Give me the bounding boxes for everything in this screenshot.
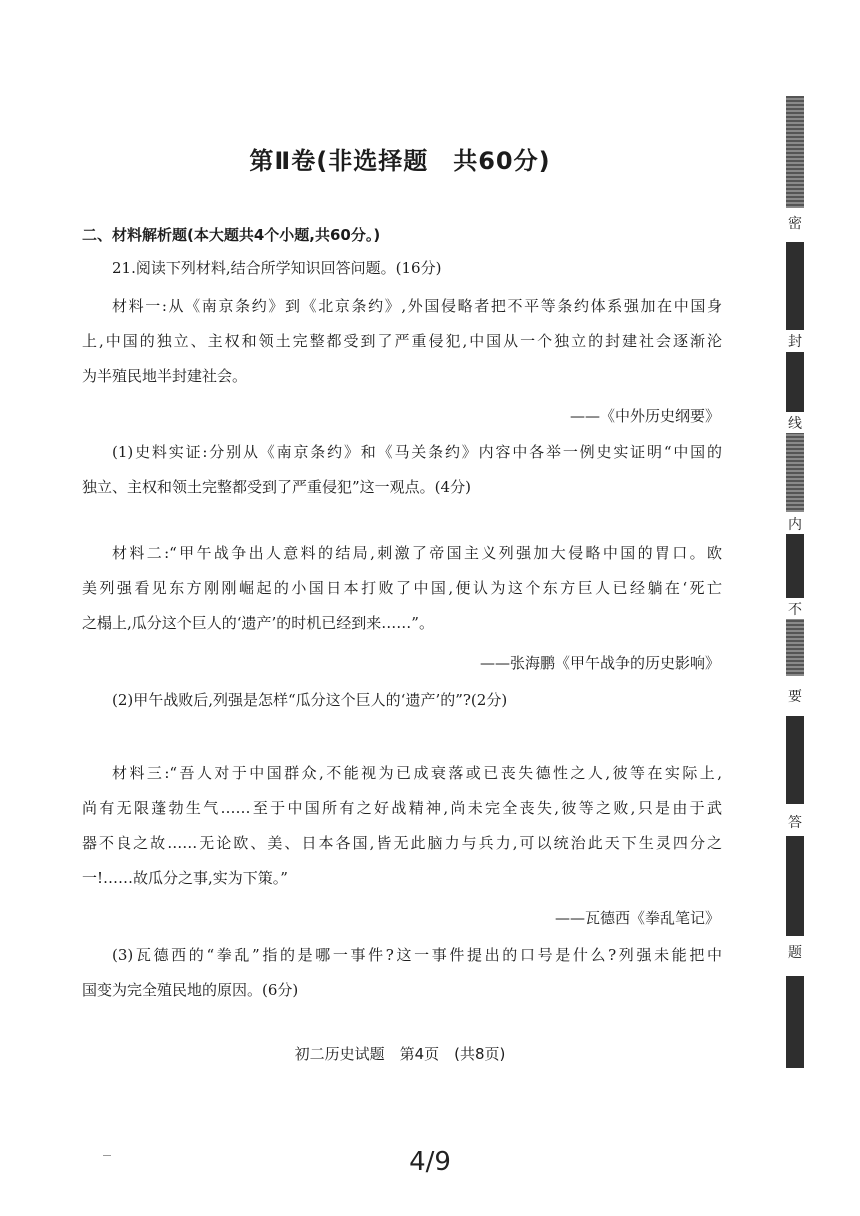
page-footer: 初二历史试题 第4页 (共8页) <box>294 1045 506 1063</box>
part-heading <box>82 225 722 245</box>
material2-line-2: 美列强看见东方刚刚崛起的小国日本打败了中国,便认为这个东方巨人已经躺在‘死亡 <box>82 579 722 597</box>
material3-line-4: 一!……故瓜分之事,实为下策。” <box>82 869 288 887</box>
material3-line-3: 器不良之故……无论欧、美、日本各国,皆无此脑力与兵力,可以统治此天下生灵四分之 <box>82 834 722 852</box>
strip-label: 密 <box>784 213 806 233</box>
strip-label: 不 <box>784 599 806 619</box>
strip-label: 题 <box>784 942 806 962</box>
subquestion1-line-2: 独立、主权和领土完整都受到了严重侵犯”这一观点。(4分) <box>82 478 471 496</box>
material1-line-2: 上,中国的独立、主权和领土完整都受到了严重侵犯,中国从一个独立的封建社会逐渐沦 <box>82 332 722 350</box>
strip-label: 线 <box>784 413 806 433</box>
material2-line-3: 之榻上,瓜分这个巨人的‘遗产’的时机已经到来……”。 <box>82 614 434 632</box>
material3-line-1: 材料三:“吾人对于中国群众,不能视为已成衰落或已丧失德性之人,彼等在实际上, <box>112 764 722 782</box>
strip-label: 内 <box>784 514 806 534</box>
question-prompt: 21.阅读下列材料,结合所学知识回答问题。(16分) <box>112 259 442 277</box>
part-heading-text: 二、材料解析题(本大题共4个小题,共60分。) <box>82 226 381 244</box>
strip-segment <box>786 96 804 208</box>
strip-segment <box>786 534 804 598</box>
strip-segment <box>786 242 804 330</box>
strip-segment <box>786 836 804 936</box>
subquestion3-line-1: (3)瓦德西的“拳乱”指的是哪一事件?这一事件提出的口号是什么?列强未能把中 <box>112 946 722 964</box>
strip-segment <box>786 976 804 1068</box>
strip-label: 要 <box>784 686 806 706</box>
strip-label: 封 <box>784 331 806 351</box>
section-title: 第Ⅱ卷(非选择题 共60分) <box>249 147 551 175</box>
strip-segment <box>786 352 804 412</box>
strip-segment <box>786 432 804 512</box>
material1-line-1: 材料一:从《南京条约》到《北京条约》,外国侵略者把不平等条约体系强加在中国身 <box>112 297 722 315</box>
material2-line-1: 材料二:“甲午战争出人意料的结局,刺激了帝国主义列强加大侵略中国的胃口。欧 <box>112 544 722 562</box>
material3-source: ——瓦德西《拳乱笔记》 <box>554 909 720 927</box>
strip-label: 答 <box>784 812 806 832</box>
material1-line-3: 为半殖民地半封建社会。 <box>82 367 248 385</box>
subquestion3-line-2: 国变为完全殖民地的原因。(6分) <box>82 981 299 999</box>
strip-segment <box>786 716 804 804</box>
subquestion1-line-1: (1)史料实证:分别从《南京条约》和《马关条约》内容中各举一例史实证明“中国的 <box>112 443 722 461</box>
material1-source: ——《中外历史纲要》 <box>569 407 720 425</box>
material2-source: ——张海鹏《甲午战争的历史影响》 <box>479 654 720 672</box>
material3-line-2: 尚有无限蓬勃生气……至于中国所有之好战精神,尚未完全丧失,彼等之败,只是由于武 <box>82 799 722 817</box>
subquestion2-line-1: (2)甲午战败后,列强是怎样“瓜分这个巨人的‘遗产’的”?(2分) <box>112 691 508 709</box>
strip-segment <box>786 616 804 676</box>
page-indicator: 4/9 <box>409 1147 451 1177</box>
binding-strip <box>786 96 804 1068</box>
